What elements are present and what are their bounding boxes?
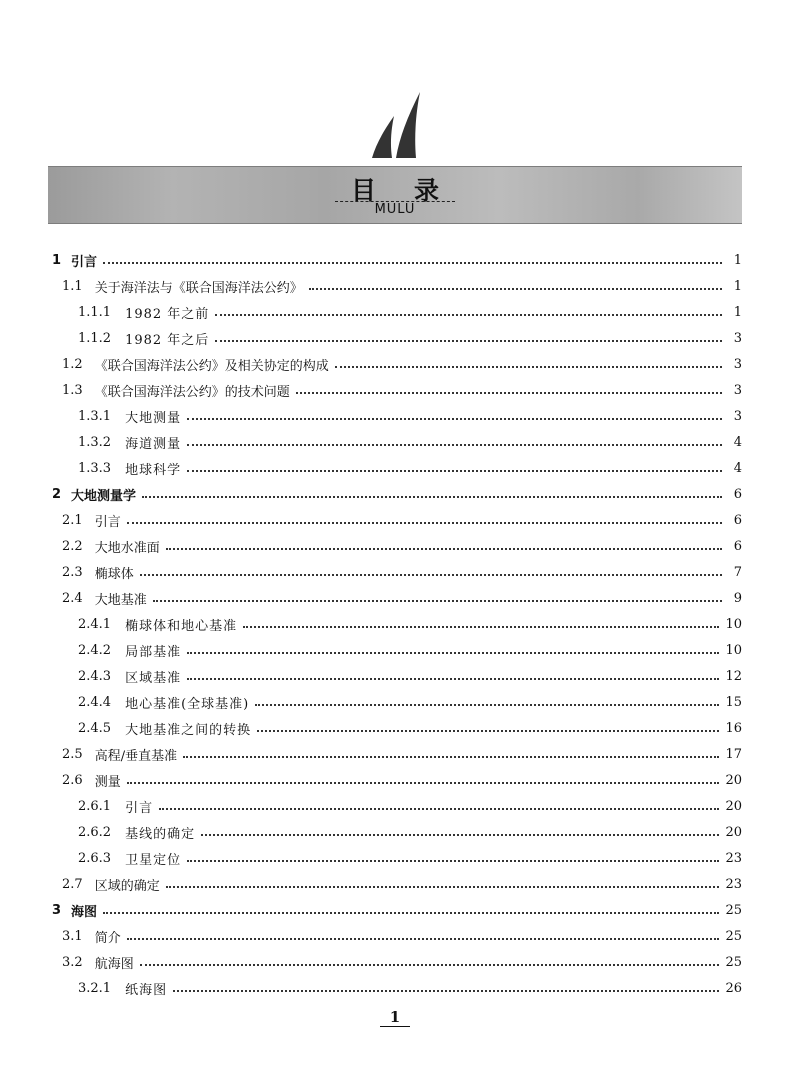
toc-entry[interactable] xyxy=(52,637,742,663)
toc-entry[interactable] xyxy=(52,325,742,351)
toc-leader-dots xyxy=(215,340,722,342)
toc-entry-page: 6 xyxy=(733,538,742,554)
toc-leader-dots xyxy=(187,444,722,446)
toc-leader-dots xyxy=(255,704,719,706)
toc-entry[interactable] xyxy=(52,585,742,611)
toc-entry-title: 大地测量 xyxy=(125,410,182,426)
toc-entry-number: 1.3.3 xyxy=(78,460,112,476)
toc-entry-page: 15 xyxy=(725,694,742,710)
title-banner xyxy=(48,166,742,224)
toc-entry-page: 25 xyxy=(725,902,742,918)
toc-leader-dots xyxy=(257,730,719,732)
toc-entry[interactable] xyxy=(52,819,742,845)
toc-entry[interactable] xyxy=(52,715,742,741)
toc-entry-number: 2.5 xyxy=(62,746,83,762)
toc-entry-title: 海图 xyxy=(71,904,98,920)
toc-entry-page: 10 xyxy=(725,642,742,658)
toc-entry[interactable] xyxy=(52,429,742,455)
toc-leader-dots xyxy=(187,418,722,420)
page-title: 目录 xyxy=(350,176,477,205)
toc-entry[interactable] xyxy=(52,923,742,949)
table-of-contents xyxy=(52,247,742,1001)
toc-entry-title: 《联合国海洋法公约》及相关协定的构成 xyxy=(94,358,329,374)
toc-leader-dots xyxy=(187,860,719,862)
toc-entry-page: 1 xyxy=(733,304,742,320)
toc-entry[interactable] xyxy=(52,767,742,793)
toc-entry-title: 海道测量 xyxy=(125,436,182,452)
toc-entry-number: 2.4.5 xyxy=(78,720,112,736)
toc-entry-title: 关于海洋法与《联合国海洋法公约》 xyxy=(94,280,303,296)
toc-entry-title: 区域基准 xyxy=(125,670,182,686)
toc-entry-number: 2.4 xyxy=(62,590,83,606)
toc-entry-title: 椭球体 xyxy=(94,566,134,582)
toc-entry-title: 地球科学 xyxy=(125,462,182,478)
toc-entry-page: 23 xyxy=(725,876,742,892)
toc-entry-number: 3.1 xyxy=(62,928,83,944)
toc-entry-page: 10 xyxy=(725,616,742,632)
toc-entry-page: 20 xyxy=(725,798,742,814)
toc-entry[interactable] xyxy=(52,845,742,871)
toc-leader-dots xyxy=(309,288,722,290)
toc-leader-dots xyxy=(335,366,722,368)
toc-entry-page: 16 xyxy=(725,720,742,736)
toc-entry-page: 3 xyxy=(733,382,742,398)
toc-entry-number: 2 xyxy=(52,486,62,502)
toc-entry-page: 6 xyxy=(733,512,742,528)
toc-leader-dots xyxy=(127,782,720,784)
toc-entry[interactable] xyxy=(52,975,742,1001)
toc-entry-number: 2.6.2 xyxy=(78,824,112,840)
toc-entry[interactable] xyxy=(52,299,742,325)
toc-entry-page: 20 xyxy=(725,772,742,788)
toc-leader-dots xyxy=(142,496,722,498)
toc-entry-number: 3.2.1 xyxy=(78,980,112,996)
toc-entry-number: 1.3.2 xyxy=(78,434,112,450)
toc-leader-dots xyxy=(243,626,719,628)
toc-entry-page: 9 xyxy=(733,590,742,606)
toc-entry-title: 测量 xyxy=(94,774,121,790)
toc-entry-number: 2.4.4 xyxy=(78,694,112,710)
toc-entry-title: 1982 年之后 xyxy=(125,332,210,348)
toc-entry-page: 25 xyxy=(725,954,742,970)
toc-leader-dots xyxy=(166,548,722,550)
toc-entry-title: 地心基准(全球基准) xyxy=(125,696,250,712)
toc-entry-number: 3.2 xyxy=(62,954,83,970)
toc-entry-number: 2.3 xyxy=(62,564,83,580)
toc-entry-page: 1 xyxy=(733,278,742,294)
toc-entry[interactable] xyxy=(52,351,742,377)
toc-entry-number: 1.1 xyxy=(62,278,83,294)
toc-entry-title: 椭球体和地心基准 xyxy=(125,618,238,634)
toc-entry-number: 2.6.3 xyxy=(78,850,112,866)
toc-entry[interactable] xyxy=(52,897,742,923)
toc-entry-title: 简介 xyxy=(94,930,121,946)
toc-entry-title: 大地基准之间的转换 xyxy=(125,722,252,738)
toc-entry[interactable] xyxy=(52,481,742,507)
toc-entry-page: 3 xyxy=(733,356,742,372)
toc-entry[interactable] xyxy=(52,663,742,689)
toc-entry-title: 区域的确定 xyxy=(94,878,160,894)
toc-leader-dots xyxy=(201,834,719,836)
toc-leader-dots xyxy=(153,600,722,602)
toc-entry-page: 23 xyxy=(725,850,742,866)
toc-entry-title: 1982 年之前 xyxy=(125,306,210,322)
toc-entry[interactable] xyxy=(52,559,742,585)
toc-entry-number: 2.2 xyxy=(62,538,83,554)
toc-entry-page: 1 xyxy=(733,252,742,268)
toc-entry-number: 1.1.2 xyxy=(78,330,112,346)
toc-leader-dots xyxy=(140,574,722,576)
toc-entry-number: 2.1 xyxy=(62,512,83,528)
toc-entry-page: 17 xyxy=(725,746,742,762)
toc-leader-dots xyxy=(187,470,722,472)
toc-entry[interactable] xyxy=(52,247,742,273)
toc-entry[interactable] xyxy=(52,377,742,403)
toc-leader-dots xyxy=(296,392,722,394)
toc-entry-page: 6 xyxy=(733,486,742,502)
toc-entry-number: 2.7 xyxy=(62,876,83,892)
toc-leader-dots xyxy=(103,262,722,264)
toc-entry-page: 3 xyxy=(733,330,742,346)
toc-entry-page: 25 xyxy=(725,928,742,944)
toc-entry[interactable] xyxy=(52,273,742,299)
toc-entry-title: 大地测量学 xyxy=(71,488,137,504)
toc-leader-dots xyxy=(103,912,719,914)
toc-entry[interactable] xyxy=(52,507,742,533)
toc-entry-title: 《联合国海洋法公约》的技术问题 xyxy=(94,384,290,400)
toc-entry-title: 卫星定位 xyxy=(125,852,182,868)
toc-entry[interactable] xyxy=(52,949,742,975)
toc-entry-page: 4 xyxy=(733,460,742,476)
toc-entry-number: 3 xyxy=(52,902,62,918)
toc-leader-dots xyxy=(140,964,720,966)
toc-entry-title: 引言 xyxy=(125,800,154,816)
toc-leader-dots xyxy=(183,756,719,758)
toc-entry-number: 2.4.2 xyxy=(78,642,112,658)
toc-entry[interactable] xyxy=(52,455,742,481)
toc-entry-title: 航海图 xyxy=(94,956,134,972)
toc-entry-title: 基线的确定 xyxy=(125,826,196,842)
toc-leader-dots xyxy=(187,652,719,654)
toc-leader-dots xyxy=(173,990,719,992)
sailboat-icon xyxy=(370,90,422,162)
toc-entry[interactable] xyxy=(52,793,742,819)
toc-entry[interactable] xyxy=(52,611,742,637)
toc-entry[interactable] xyxy=(52,533,742,559)
toc-leader-dots xyxy=(127,522,722,524)
toc-leader-dots xyxy=(166,886,720,888)
toc-entry-title: 高程/垂直基准 xyxy=(94,748,178,764)
toc-entry-number: 1.1.1 xyxy=(78,304,112,320)
toc-entry-title: 大地基准 xyxy=(94,592,147,608)
toc-entry[interactable] xyxy=(52,871,742,897)
page-footer xyxy=(0,1008,790,1026)
toc-entry-number: 1.3.1 xyxy=(78,408,112,424)
toc-leader-dots xyxy=(187,678,719,680)
toc-entry-page: 7 xyxy=(733,564,742,580)
toc-entry-title: 纸海图 xyxy=(125,982,168,998)
toc-entry-title: 局部基准 xyxy=(125,644,182,660)
toc-entry-page: 20 xyxy=(725,824,742,840)
toc-entry[interactable] xyxy=(52,689,742,715)
toc-leader-dots xyxy=(215,314,722,316)
toc-entry-number: 2.6.1 xyxy=(78,798,112,814)
toc-entry-number: 1.3 xyxy=(62,382,83,398)
toc-entry-page: 12 xyxy=(725,668,742,684)
toc-entry-number: 1 xyxy=(52,252,62,268)
toc-entry-title: 引言 xyxy=(94,514,121,530)
toc-leader-dots xyxy=(127,938,720,940)
page-subtitle: MULU xyxy=(374,202,416,217)
toc-entry-title: 大地水准面 xyxy=(94,540,160,556)
toc-entry-number: 2.4.1 xyxy=(78,616,112,632)
toc-entry[interactable] xyxy=(52,741,742,767)
toc-entry-number: 2.4.3 xyxy=(78,668,112,684)
toc-entry-page: 26 xyxy=(725,980,742,996)
toc-leader-dots xyxy=(159,808,719,810)
toc-entry-number: 2.6 xyxy=(62,772,83,788)
toc-entry[interactable] xyxy=(52,403,742,429)
toc-entry-page: 4 xyxy=(733,434,742,450)
toc-entry-number: 1.2 xyxy=(62,356,83,372)
page-number: 1 xyxy=(380,1008,410,1027)
toc-entry-page: 3 xyxy=(733,408,742,424)
toc-entry-title: 引言 xyxy=(71,254,98,270)
